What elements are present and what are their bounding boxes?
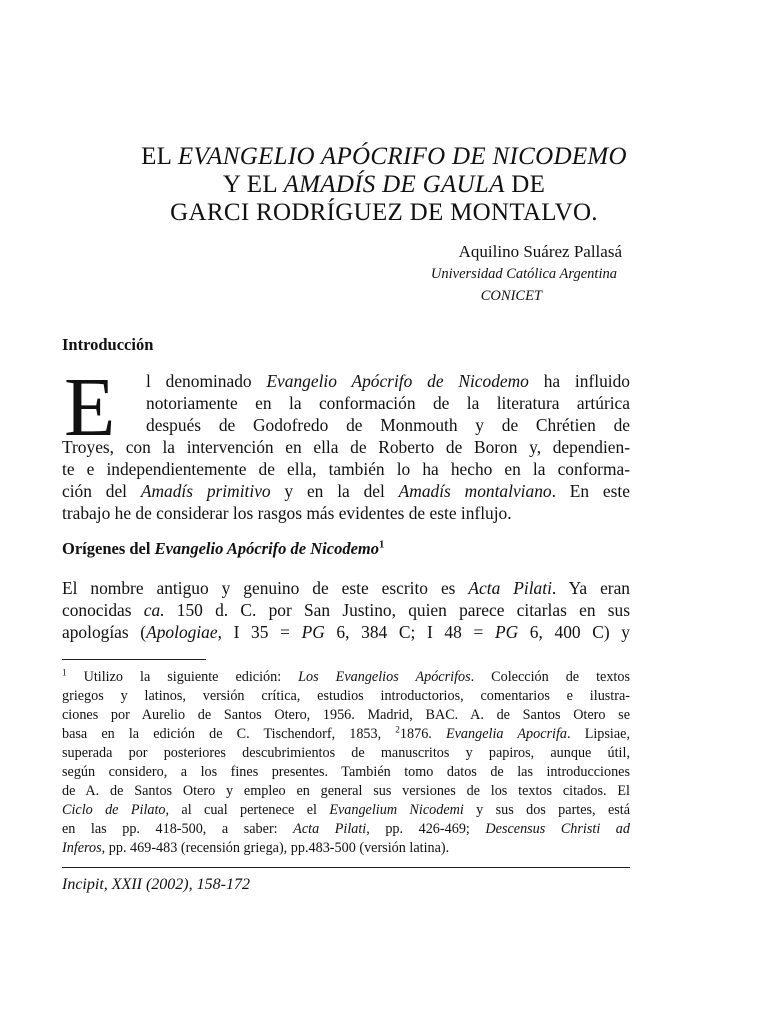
text-run-italic: Los Evangelios Apócrifos: [298, 669, 471, 685]
footnote-line: de A. de Santos Otero y empleo en general sus versiones de los textos citados. El: [62, 783, 630, 799]
text-run-italic: PG: [494, 622, 519, 642]
footnote-marker: 1: [62, 667, 67, 678]
text-run: . Lipsiae,: [567, 726, 630, 742]
footnote-line: [62, 801, 630, 820]
title-text-italic: AMADÍS DE GAULA: [283, 171, 505, 198]
footnote-line: [62, 668, 630, 687]
paragraph-line: [62, 599, 630, 621]
paragraph-line: [146, 370, 630, 392]
text-run-italic: Descensus Christi ad: [485, 821, 630, 837]
text-run: . Ya eran: [551, 578, 630, 598]
footnote-marker: 1: [378, 538, 385, 551]
text-run: 6, 384 C; I 48 =: [324, 622, 495, 642]
text-run-italic: Inferos: [62, 840, 102, 856]
text-run: . En este: [551, 481, 630, 501]
superscript: 2: [395, 724, 400, 735]
text-run: 150 d. C. por San Justino, quien parece citarlas en sus: [164, 600, 630, 620]
article-title-line-3: GARCI RODRÍGUEZ DE MONTALVO.: [170, 199, 598, 226]
drop-cap: E: [64, 361, 116, 454]
text-run: y sus dos partes, está: [463, 802, 631, 818]
footnote-separator: [62, 659, 206, 660]
paragraph-line: [62, 480, 630, 502]
page-footer-rule: [62, 867, 630, 868]
article-title-line-1: [0, 142, 768, 172]
text-run: apologías (: [62, 622, 147, 642]
heading-text: Orígenes del: [62, 539, 155, 558]
paragraph-line: después de Godofredo de Monmouth y de Chrétien de: [146, 415, 630, 435]
text-run: l denominado: [146, 371, 267, 391]
text-run-italic: Amadís montalviano: [398, 481, 552, 501]
heading-text-italic: Evangelio Apócrifo de Nicodemo: [154, 539, 379, 558]
text-run: , al cual pertenece el: [165, 802, 330, 818]
paragraph-line: Troyes, con la intervención en ella de Roberto de Boron y, dependien-: [62, 437, 630, 457]
text-run: . Colección de textos: [470, 669, 630, 685]
text-run-italic: Apologiae: [146, 622, 218, 642]
text-run: , pp. 469-483 (recensión griega), pp.483-500 (versión latina).: [101, 840, 450, 856]
footnote-line: [62, 725, 630, 744]
article-title-line-2: [0, 170, 768, 200]
text-run-italic: ca.: [143, 600, 165, 620]
text-run-italic: Ciclo de Pilato: [62, 802, 166, 818]
text-run: basa en la edición de C. Tischendorf, 1853,: [62, 726, 396, 742]
section-heading-introduccion: Introducción: [62, 335, 154, 354]
text-run-italic: Amadís primitivo: [140, 481, 271, 501]
paragraph-line: te e independientemente de ella, también lo ha hecho en la conforma-: [62, 459, 630, 479]
text-run: en las pp. 418-500, a saber:: [62, 821, 294, 837]
text-run: 1876.: [399, 726, 446, 742]
footnote-line: griegos y latinos, versión crítica, estudios introductorios, comentarios e ilustra-: [62, 688, 630, 704]
text-run-italic: Evangelium Nicodemi: [329, 802, 464, 818]
text-run: Utilizo la siguiente edición:: [66, 669, 299, 685]
text-run-italic: PG: [301, 622, 325, 642]
title-text: Y EL: [222, 171, 284, 198]
footnote-line: según considero, a los fines presentes. También tomo datos de las introducciones: [62, 764, 630, 780]
text-run: El nombre antiguo y genuino de este escrito es: [62, 578, 469, 598]
footnote-line: superada por posteriores descubrimientos de manuscritos y papiros, aunque útil,: [62, 745, 630, 761]
text-run-italic: Acta Pilati: [293, 821, 367, 837]
text-run-italic: Acta Pilati: [468, 578, 552, 598]
footnote-line: [62, 820, 630, 839]
paragraph-line: trabajo he de considerar los rasgos más evidentes de este influjo.: [62, 503, 512, 523]
section-heading-origenes: [62, 539, 384, 559]
text-run: , pp. 426-469;: [366, 821, 486, 837]
text-run-italic: Evangelio Apócrifo de Nicodemo: [266, 371, 529, 391]
journal-citation: Incipit, XXII (2002), 158-172: [62, 876, 250, 893]
text-run: , I 35 =: [217, 622, 302, 642]
title-text: EL: [141, 143, 178, 170]
footnote-line: [62, 839, 630, 858]
paragraph-line: notoriamente en la conformación de la literatura artúrica: [146, 393, 630, 413]
author-name: Aquilino Suárez Pallasá: [458, 242, 622, 261]
text-run: ción del: [62, 481, 141, 501]
text-run: conocidas: [62, 600, 144, 620]
text-run: y en la del: [270, 481, 399, 501]
text-run: ha influido: [528, 371, 630, 391]
text-run-italic: Evangelia Apocrifa: [445, 726, 568, 742]
title-text: DE: [504, 171, 546, 198]
affiliation-conicet: CONICET: [480, 288, 542, 304]
text-run: 6, 400 C) y: [518, 622, 630, 642]
paragraph-line: [62, 577, 630, 599]
paragraph-line: [62, 621, 630, 643]
footnote-line: ciones por Aurelio de Santos Otero, 1956. Madrid, BAC. A. de Santos Otero se: [62, 707, 630, 723]
title-text-italic: EVANGELIO APÓCRIFO DE NICODEMO: [177, 143, 627, 170]
affiliation-university: Universidad Católica Argentina: [430, 266, 617, 282]
